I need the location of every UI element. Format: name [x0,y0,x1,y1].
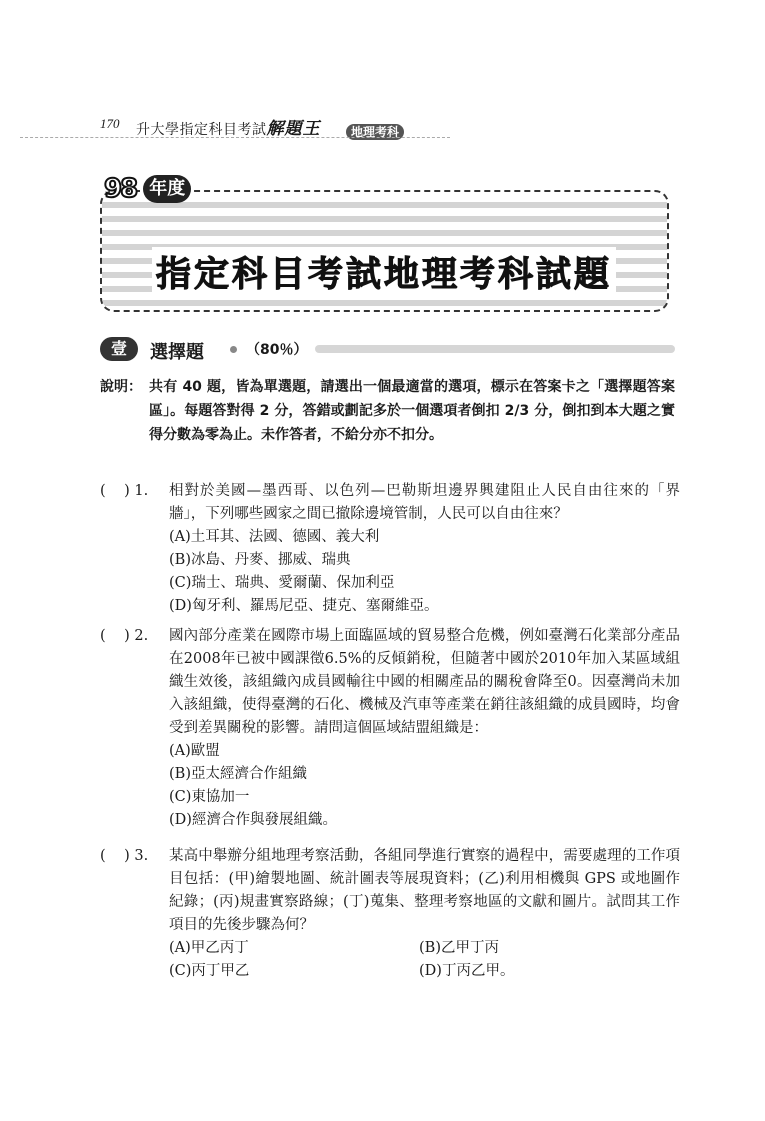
section-header [100,337,675,361]
book-title-main: 升大學指定科目考試 [136,122,267,138]
exam-title-block [100,170,675,310]
question-3 [100,845,680,983]
subject-badge: 地理考科 [346,124,404,140]
instructions-label: 說明： [100,379,142,395]
header-rule [20,137,450,138]
page-header [100,112,660,138]
option-c: (C)丙丁甲乙 [169,963,250,979]
option-d: (D)丁丙乙甲。 [419,963,515,979]
section-percent: （80％） [246,342,308,358]
question-2 [100,625,680,832]
section-number-badge: 壹 [100,337,138,361]
section-bar [315,345,675,353]
option-b: (B)冰島、丹麥、挪威、瑞典 [169,552,351,568]
option-d: (D)匈牙利、羅馬尼亞、捷克、塞爾維亞。 [169,598,439,614]
page-number: 170 [100,116,120,131]
option-a: (A)土耳其、法國、德國、義大利 [169,529,380,545]
question-number: ( ) 2. [100,628,149,644]
question-1 [100,480,680,618]
option-c: (C)瑞士、瑞典、愛爾蘭、保加利亞 [169,575,395,591]
option-d: (D)經濟合作與發展組織。 [169,812,337,828]
exam-year [104,174,191,204]
year-number: 98 [104,174,137,204]
question-stem: 國內部分產業在國際市場上面臨區域的貿易整合危機，例如臺灣石化業部分產品在2008年已被中國課徵6.5%的反傾銷稅，但隨著中國於2010年加入某區域組織生效後，該組織內成員國輸往中國的相關產品的關稅會降至0。因臺灣尚未加入該組織，使得臺灣的石化、機械及汽車等產業在銷往該組織的成員國時，均會受到差異關稅的影響。請問這個區域結盟組織是： [169,628,680,736]
exam-main-title: 指定科目考試地理考科試題 [152,247,616,297]
option-b: (B)亞太經濟合作組織 [169,766,307,782]
section-title: 選擇題 [150,342,204,363]
question-number: ( ) 1. [100,483,149,499]
book-title [136,114,321,139]
stripe [102,230,667,236]
options-grid [169,937,680,983]
bullet-icon [230,346,237,353]
question-stem: 某高中舉辦分組地理考察活動，各組同學進行實察的過程中，需要處理的工作項目包括：(甲)繪製地圖、統計圖表等展現資料；(乙)利用相機與 GPS 或地圖作紀錄；(丙)規畫實察路線；(丁)蒐集、整理考察地區的文獻和圖片。試問其工作項目的先後步驟為何？ [169,848,680,933]
option-b: (B)乙甲丁丙 [419,940,499,956]
option-c: (C)東協加一 [169,789,250,805]
book-title-emphasis: 解題王 [266,119,321,139]
year-suffix: 年度 [143,175,191,203]
question-stem: 相對於美國—墨西哥、以色列—巴勒斯坦邊界興建阻止人民自由往來的「界牆」，下列哪些國家之間已撤除邊境管制，人民可以自由往來？ [169,483,680,522]
title-box [100,190,669,312]
stripe [102,300,667,306]
stripe [102,216,667,222]
option-a: (A)歐盟 [169,743,220,759]
option-a: (A)甲乙丙丁 [169,940,249,956]
question-number: ( ) 3. [100,848,149,864]
instructions-text: 共有 40 題，皆為單選題，請選出一個最適當的選項，標示在答案卡之「選擇題答案區」。每題答對得 2 分，答錯或劃記多於一個選項者倒扣 2/3 分，倒扣到本大題之實得分數為零為止。未作答者，不給分亦不扣分。 [149,379,675,443]
instructions [100,375,675,447]
